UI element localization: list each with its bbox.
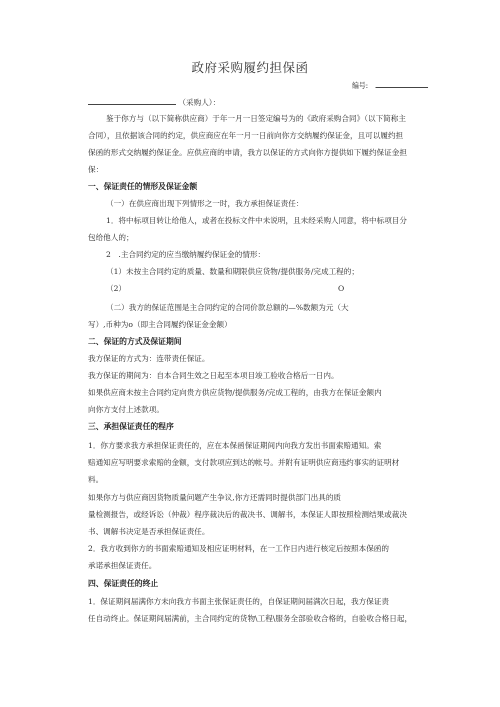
para1-line-4: 保： [88, 165, 104, 174]
sec2-p1: 我方保证的方式为：连带责任保证。 [88, 354, 210, 363]
section-3-heading: 三、承担保证责任的程序 [88, 422, 174, 431]
sec1-item1-line-1: 1．将中标项目转让给他人，或者在投标文件中未说明，且未经采购人同意，将中标项目分 [106, 216, 407, 225]
sec3-p1-line-3: 料。 [88, 475, 104, 484]
sec1-item1-line-2: 包给他人的； [88, 233, 134, 242]
sec1-a: （一）在供应商出现下列情形之一时，我方承担保证责任： [106, 199, 304, 208]
sec3-p3-line-1: 2．我方收到你方的书面索赔通知及相应证明材料，在一工作日内进行核定后按照本保函的 [88, 544, 389, 553]
sec1-b-line-2: 写）,币种为o（即主合同履约保证金金额） [88, 320, 232, 329]
sec2-p3-line-2: 向你方支付上述款项。 [88, 405, 164, 414]
sec1-item2: 2 .主合同约定的应当缴纳履约保证金的情形： [106, 250, 266, 259]
sec3-p2-line-2: 量检测报告，或经诉讼（仲裁）程序裁决后的裁决书、调解书，本保证人即按照检测结果或裁决 [88, 510, 407, 519]
serial-number-row [352, 79, 428, 91]
purchaser-blank [88, 96, 176, 105]
sec3-p1-line-1: 1．你方要求我方承担保证责任的，应在本保函保证期间内向我方发出书面索赔通知。索 [88, 441, 382, 450]
sec4-p1-line-2: 任自动终止。保证期间届满前，主合同约定的货物\工程\服务全部验收合格的，自验收合格日起， [88, 614, 413, 623]
para1-line-3: 保函的形式交纳履约保证金。应供应商的申请，我方以保证的方式向你方提供如下履约保证金担 [88, 148, 407, 157]
page-title: 政府采购履约担保函 [191, 60, 309, 75]
sec3-p2-line-3: 书、调解书决定是否承担保证责任。 [88, 527, 210, 536]
section-2-heading: 二、保证的方式及保证期间 [88, 337, 182, 346]
purchaser-label: （采购人）： [178, 98, 221, 107]
sec3-p3-line-2: 承诺承担保证责任。 [88, 561, 157, 570]
para1-line-1: 鉴于你方与（以下简称供应商）于年一月一日签定编号为的《政府采购合同》（以下简称主 [106, 114, 406, 123]
purchaser-row [88, 96, 220, 108]
serial-label: 编号: [352, 81, 369, 90]
sec1-item2-2: （2） [106, 284, 127, 293]
sec2-p2: 我方保证的期间为：自本合同生效之日起至本项目竣工验收合格后一日内。 [88, 371, 339, 380]
sec4-p1-line-1: 1．保证期间届满你方未向我方书面主张保证责任的，自保证期间届满次日起，我方保证责 [88, 597, 389, 606]
para1-line-2: 合同），且依据该合同的约定，供应商应在年一月一日前向你方交纳履约保证金，且可以履约担 [88, 131, 404, 140]
sec3-p1-line-2: 赔通知应写明要求索赔的金额，支付款项应到达的帐号。并附有证明供应商违约事实的证明材 [88, 458, 400, 467]
section-1-heading: 一、保证责任的情形及保证金额 [88, 182, 198, 191]
sec1-item2-2-end: O [338, 284, 345, 293]
serial-blank [376, 79, 428, 88]
sec1-b-line-1: （二）我方的保证范围是主合同约定的合同价款总额的—%数额为元（大 [106, 303, 349, 312]
sec1-item2-1: （1）未按主合同约定的质量、数量和期限供应货物/提供服务/完成工程的； [106, 267, 359, 276]
sec2-p3-line-1: 如果供应商未按主合同约定向贵方供应货物/提供服务/完成工程的，由我方在保证金额内 [88, 388, 382, 397]
section-4-heading: 四、保证责任的终止 [88, 579, 159, 588]
sec3-p2-line-1: 如果你方与供应商因货物质量问题产生争议,你方还需同时提供部门出具的质 [88, 493, 342, 502]
